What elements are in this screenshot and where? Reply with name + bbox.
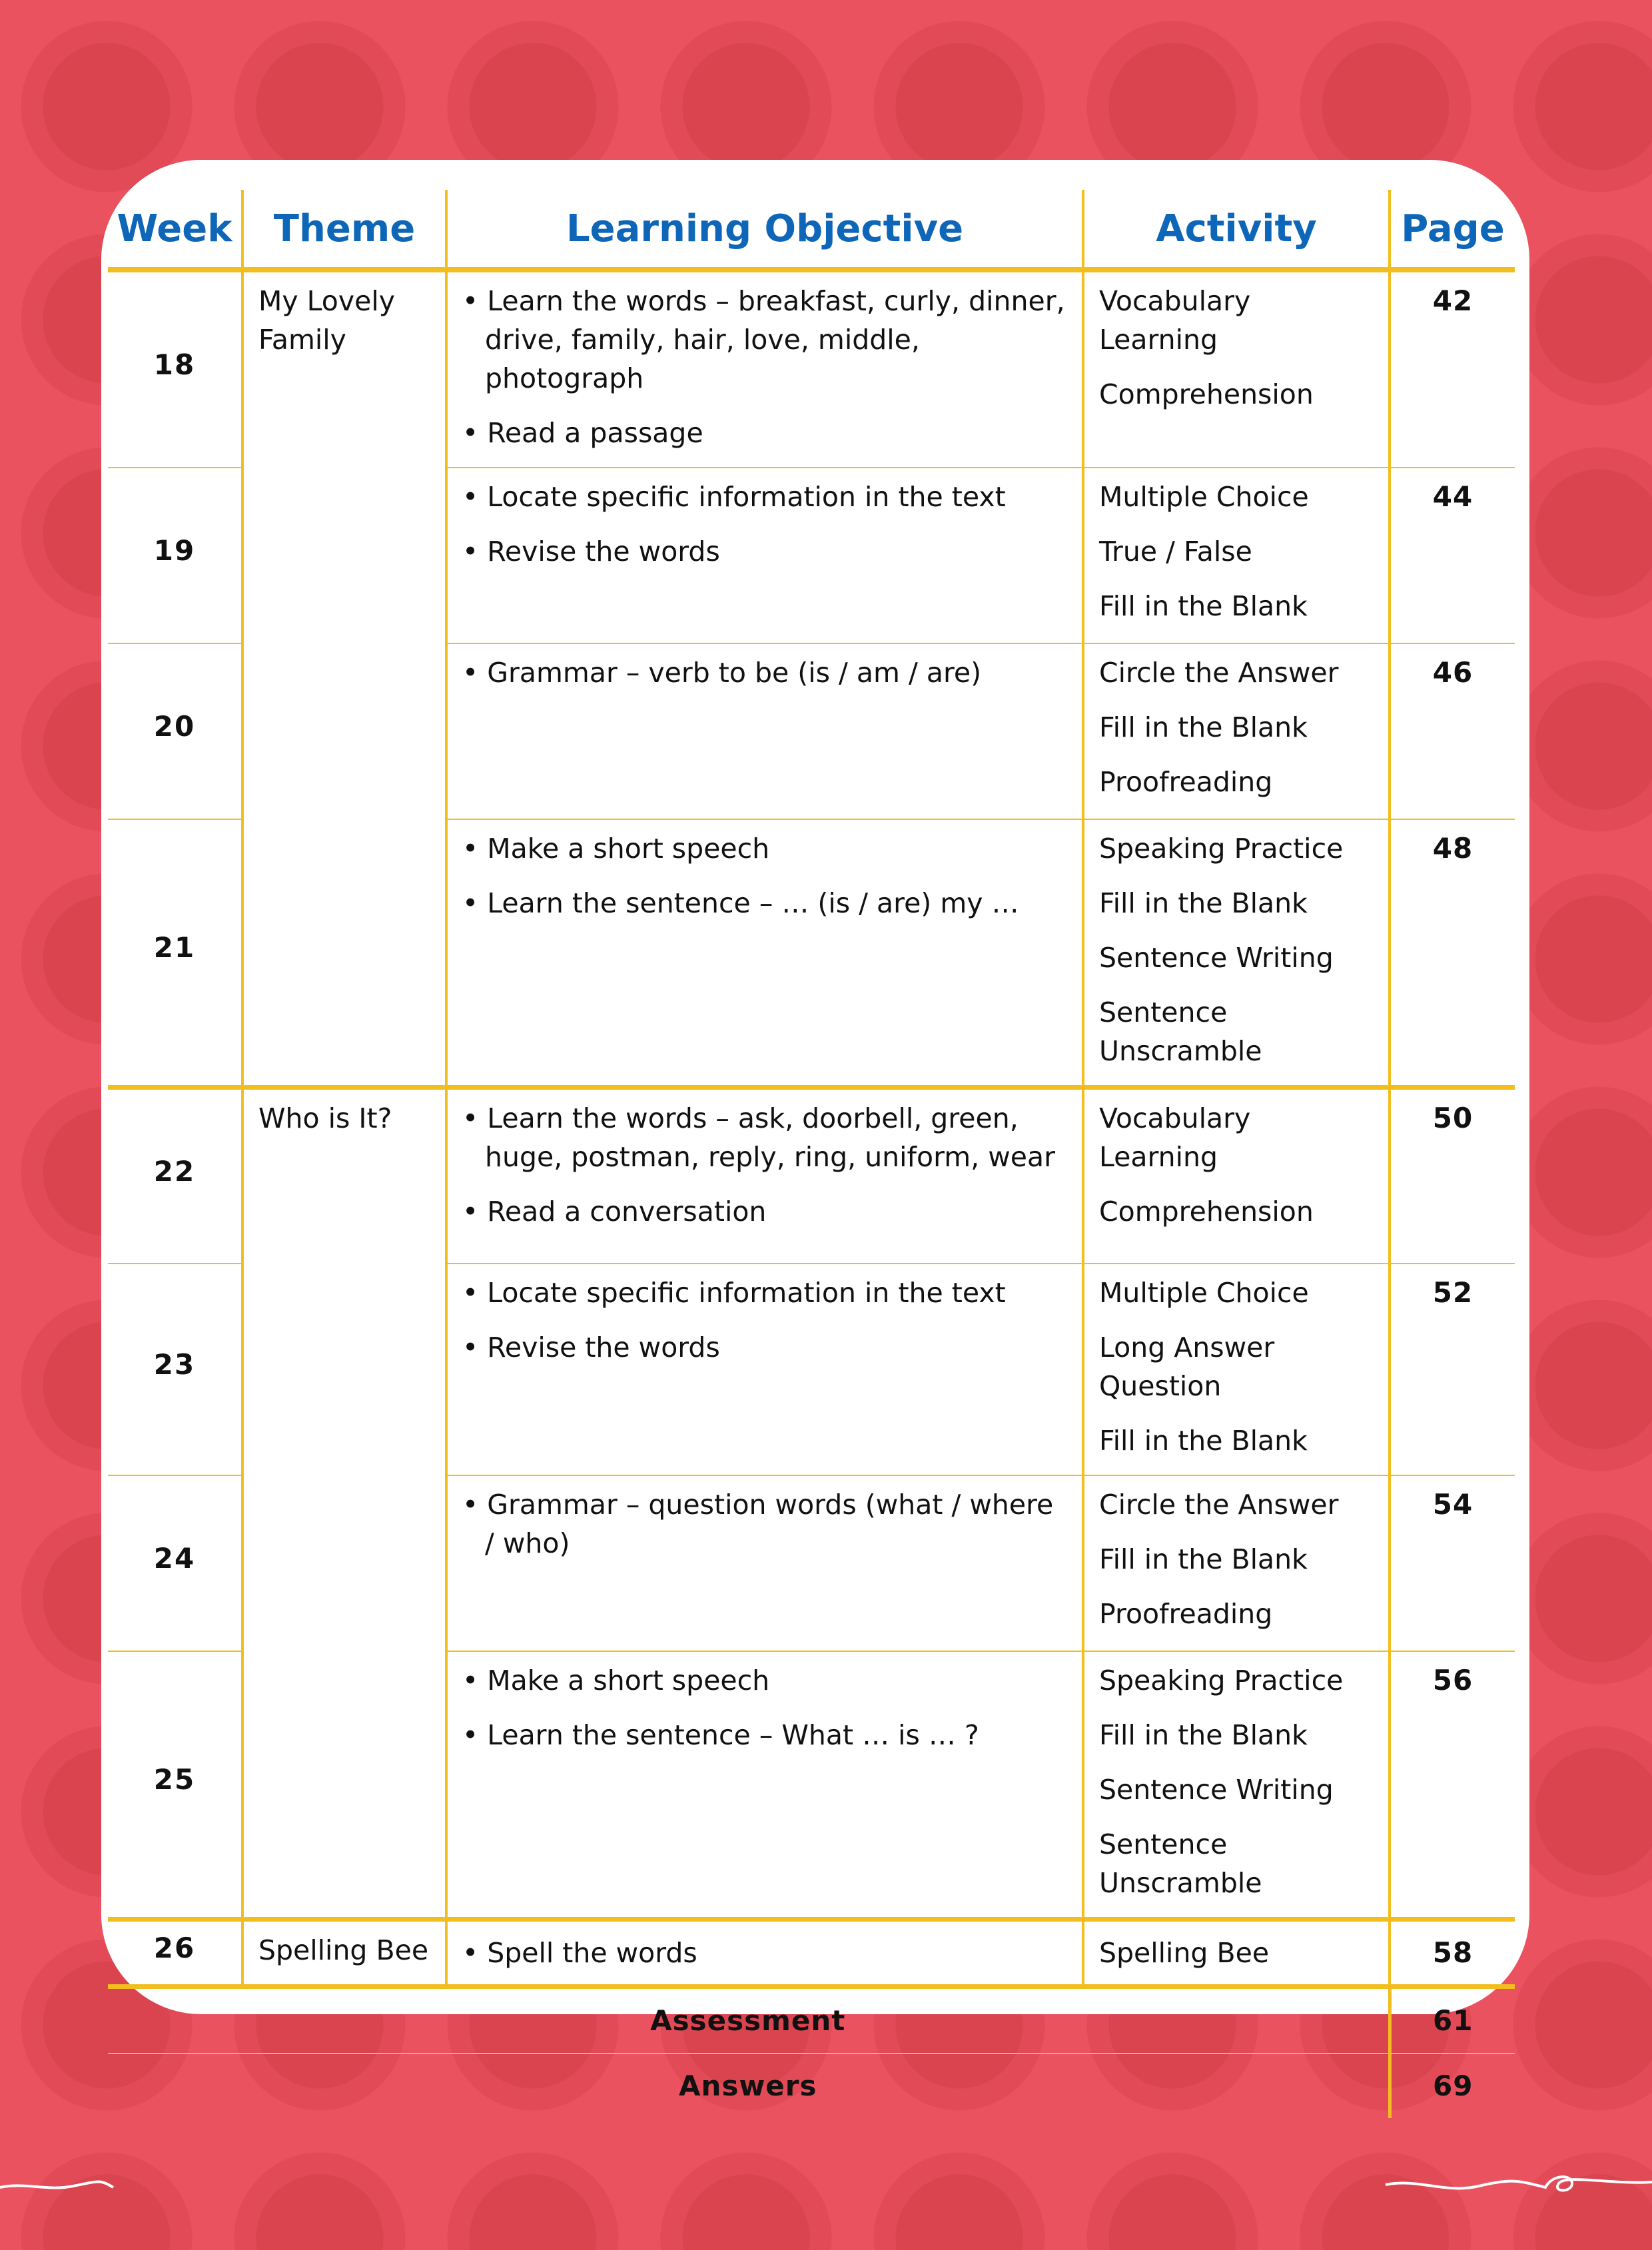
activity-cell xyxy=(1083,1475,1390,1651)
objective-item: • Revise the words xyxy=(462,1331,720,1363)
answers-row xyxy=(108,2054,1515,2118)
table-row xyxy=(108,270,1515,468)
squiggle-decoration xyxy=(0,2165,1652,2205)
assessment-page: 61 xyxy=(1390,1986,1515,2054)
header-objective: Learning Objective xyxy=(446,190,1083,270)
week-number: 23 xyxy=(108,1264,242,1475)
objective-item: • Make a short speech xyxy=(462,1664,770,1696)
activity-item: Long Answer Question xyxy=(1099,1331,1275,1402)
objective-item: • Read a passage xyxy=(462,417,703,449)
activity-item: Circle the Answer xyxy=(1099,657,1339,689)
objective-item: • Read a conversation xyxy=(462,1196,767,1228)
answers-page: 69 xyxy=(1390,2054,1515,2118)
activity-cell xyxy=(1083,1919,1390,1986)
header-activity: Activity xyxy=(1083,190,1390,270)
objective-item: • Learn the words – breakfast, curly, dinner, drive, family, hair, love, middle, photograph xyxy=(462,285,1065,394)
week-number: 25 xyxy=(108,1651,242,1920)
week-number: 22 xyxy=(108,1088,242,1264)
activity-cell xyxy=(1083,819,1390,1088)
objective-cell xyxy=(446,1475,1083,1651)
page-number: 56 xyxy=(1390,1651,1515,1920)
activity-item: Fill in the Blank xyxy=(1099,590,1308,622)
answers-label: Answers xyxy=(108,2054,1390,2118)
activity-item: Comprehension xyxy=(1099,378,1314,410)
page-number: 48 xyxy=(1390,819,1515,1088)
objective-cell xyxy=(446,1919,1083,1986)
assessment-row xyxy=(108,1986,1515,2054)
page-number: 44 xyxy=(1390,468,1515,643)
objective-item: • Spell the words xyxy=(462,1936,697,1969)
week-number: 24 xyxy=(108,1475,242,1651)
activity-item: Fill in the Blank xyxy=(1099,887,1308,919)
header-page: Page xyxy=(1390,190,1515,270)
week-number: 19 xyxy=(108,468,242,643)
objective-cell xyxy=(446,819,1083,1088)
activity-item: Sentence Unscramble xyxy=(1099,1828,1262,1899)
table-row xyxy=(108,1919,1515,1986)
theme-cell: My Lovely Family xyxy=(242,270,446,1088)
page-number: 42 xyxy=(1390,270,1515,468)
objective-cell xyxy=(446,643,1083,819)
activity-item: Fill in the Blank xyxy=(1099,1424,1308,1457)
objective-item: • Revise the words xyxy=(462,536,720,567)
activity-item: Sentence Writing xyxy=(1099,942,1334,974)
objective-item: • Make a short speech xyxy=(462,833,770,865)
activity-item: Vocabulary Learning xyxy=(1099,1102,1251,1173)
header-week: Week xyxy=(108,190,242,270)
activity-item: Spelling Bee xyxy=(1099,1936,1270,1969)
objective-item: • Grammar – verb to be (is / am / are) xyxy=(462,657,982,689)
header-row xyxy=(108,190,1515,270)
activity-item: Sentence Writing xyxy=(1099,1773,1334,1806)
week-number: 21 xyxy=(108,819,242,1088)
objective-item: • Learn the words – ask, doorbell, green, huge, postman, reply, ring, uniform, wear xyxy=(462,1102,1055,1173)
objective-item: • Learn the sentence – What … is … ? xyxy=(462,1718,979,1751)
assessment-label: Assessment xyxy=(108,1986,1390,2054)
objective-cell xyxy=(446,468,1083,643)
objective-item: • Locate specific information in the text xyxy=(462,481,1006,513)
week-number: 18 xyxy=(108,270,242,468)
activity-item: Circle the Answer xyxy=(1099,1488,1339,1521)
objective-cell xyxy=(446,1264,1083,1475)
activity-item: Comprehension xyxy=(1099,1196,1314,1228)
objective-item: • Learn the sentence – … (is / are) my … xyxy=(462,887,1019,919)
activity-item: Speaking Practice xyxy=(1099,1664,1344,1696)
activity-item: Multiple Choice xyxy=(1099,1276,1309,1309)
activity-item: Proofreading xyxy=(1099,766,1273,798)
activity-item: Sentence Unscramble xyxy=(1099,996,1262,1067)
theme-cell: Who is It? xyxy=(242,1088,446,1920)
contents-table xyxy=(108,190,1515,2118)
activity-cell xyxy=(1083,270,1390,468)
activity-item: Multiple Choice xyxy=(1099,481,1309,513)
activity-cell xyxy=(1083,1088,1390,1264)
page-number: 58 xyxy=(1390,1919,1515,1986)
page-number: 46 xyxy=(1390,643,1515,819)
activity-item: Fill in the Blank xyxy=(1099,1543,1308,1575)
activity-item: Vocabulary Learning xyxy=(1099,285,1251,356)
activity-cell xyxy=(1083,1264,1390,1475)
page-number: 54 xyxy=(1390,1475,1515,1651)
activity-item: True / False xyxy=(1099,536,1252,567)
page-number: 52 xyxy=(1390,1264,1515,1475)
activity-item: Fill in the Blank xyxy=(1099,1718,1308,1751)
objective-item: • Grammar – question words (what / where / who) xyxy=(462,1488,1054,1559)
activity-cell xyxy=(1083,468,1390,643)
objective-item: • Locate specific information in the text xyxy=(462,1276,1006,1309)
week-number: 26 xyxy=(108,1919,242,1986)
objective-cell xyxy=(446,1651,1083,1920)
activity-item: Proofreading xyxy=(1099,1597,1273,1630)
objective-cell xyxy=(446,270,1083,468)
page-number: 50 xyxy=(1390,1088,1515,1264)
table-row xyxy=(108,1088,1515,1264)
week-number: 20 xyxy=(108,643,242,819)
activity-cell xyxy=(1083,1651,1390,1920)
activity-item: Speaking Practice xyxy=(1099,833,1344,865)
objective-cell xyxy=(446,1088,1083,1264)
activity-cell xyxy=(1083,643,1390,819)
activity-item: Fill in the Blank xyxy=(1099,711,1308,743)
theme-cell: Spelling Bee xyxy=(242,1919,446,1986)
header-theme: Theme xyxy=(242,190,446,270)
